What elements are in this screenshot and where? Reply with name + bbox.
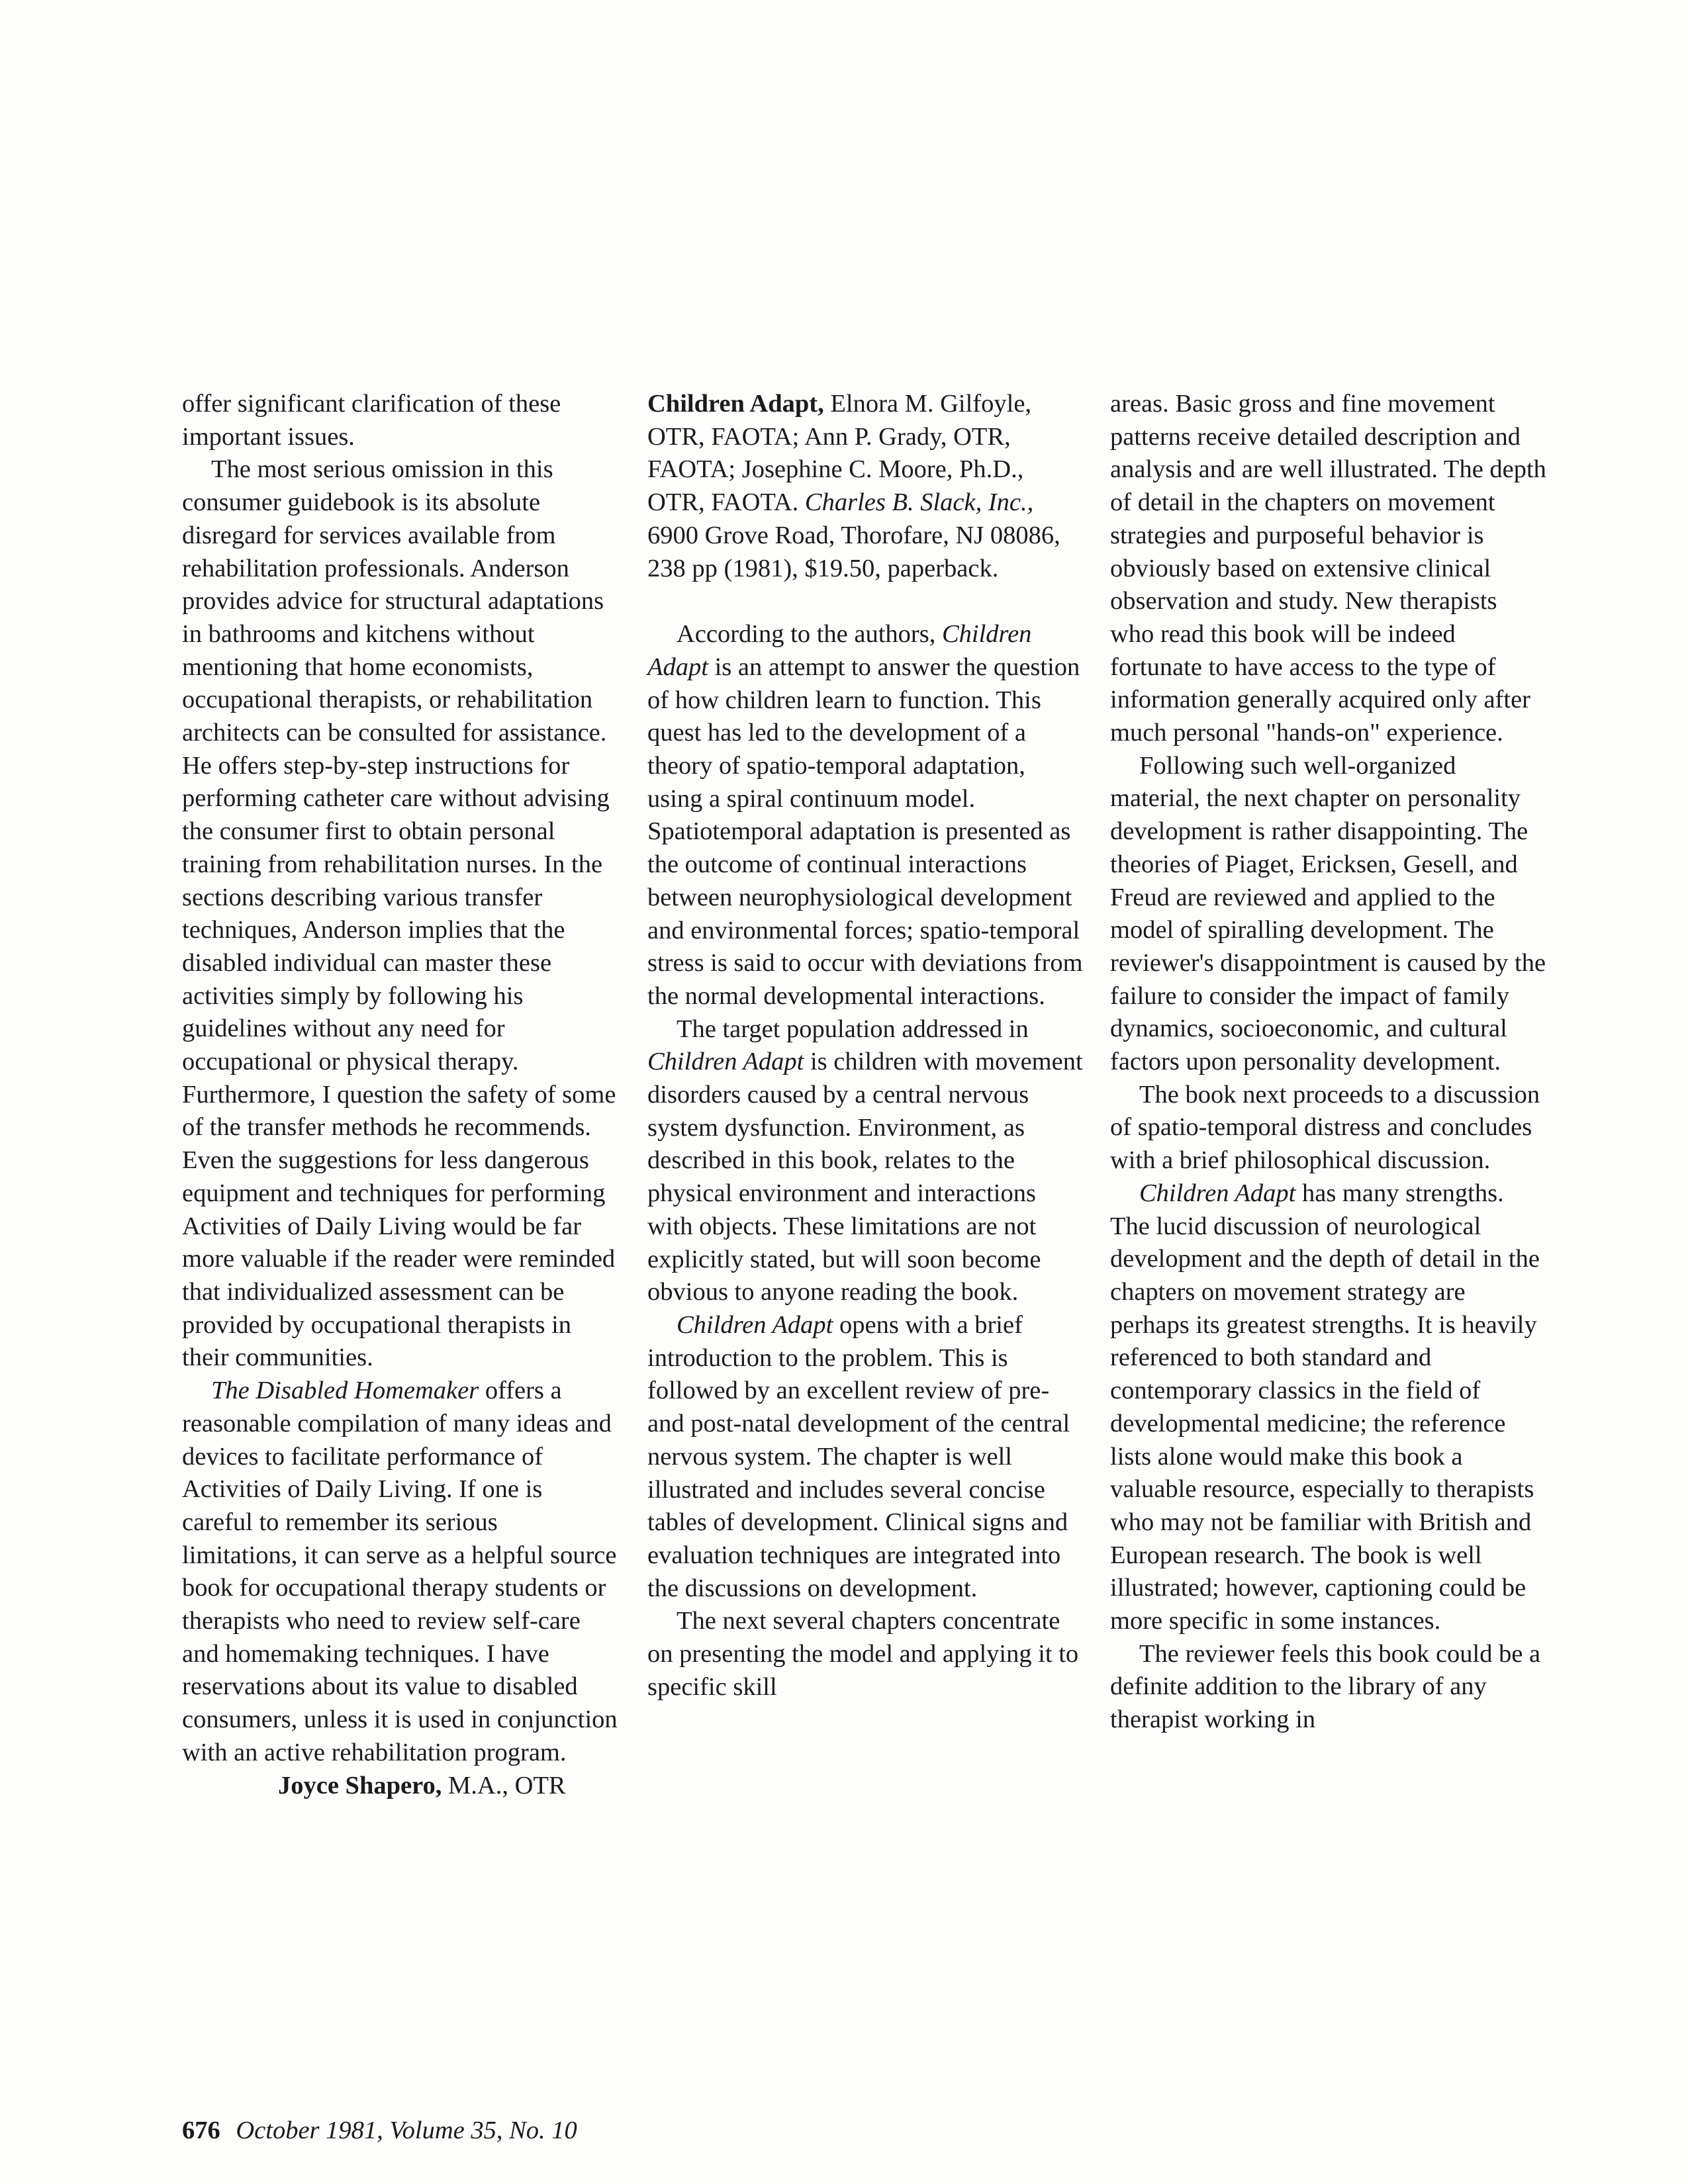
paragraph-text: is an attempt to answer the question of how children learn to function. This quest has led to the development of a theory of spatio-temporal adaptation, using a spiral continuum model. Spatiotemporal adaptation is presented as the outcome of continual interactions between neurophysiological development and environmental forces; spatio-temporal stress is said to occur with deviations from the normal developmental interactions.	[647, 653, 1083, 1010]
paragraph: The book next proceeds to a discussion of spatio-temporal distress and concludes with a brief philosophical discussion.	[1110, 1080, 1540, 1175]
paragraph: The most serious omission in this consumer guidebook is its absolute disregard for services available from rehabilitation professionals. Anderson provides advice for structural adaptations in bathrooms and kitchens without mentioning that home economists, occupational therapists, or rehabilitation architects can be consulted for assistance. He offers step-by-step instructions for performing catheter care without advising the consumer first to obtain personal training from rehabilitation nurses. In the sections describing various transfer techniques, Anderson implies that the disabled individual can master these activities simply by following his guidelines without any need for occupational or physical therapy. Furthermore, I question the safety of some of the transfer methods he recommends. Even the suggestions for less dangerous equipment and techniques for performing Activities of Daily Living would be far more valuable if the reader were reminded that individualized assessment can be provided by occupational therapists in their communities.	[182, 455, 616, 1372]
reviewer-signature	[182, 1770, 619, 1803]
book-title: Children Adapt,	[647, 390, 824, 418]
book-authors: Elnora M. Gilfoyle, OTR, FAOTA; Ann P. Grady, OTR, FAOTA; Josephine C. Moore, Ph.D., OTR, FAOTA.	[647, 390, 1032, 517]
paragraph	[647, 1013, 1084, 1309]
journal-info: October 1981, Volume 35, No. 10	[236, 2116, 577, 2144]
paragraph-text: According to the authors,	[677, 620, 942, 649]
paragraph-text: is children with movement disorders caused by a central nervous system dysfunction. Environment, as described in this book, relates to the physical environment and interactions with objects. These limitations are not explicitly stated, but will soon become obvious to anyone reading the book.	[647, 1048, 1083, 1306]
paragraph: The reviewer feels this book could be a definite addition to the library of any therapist working in	[1110, 1639, 1541, 1734]
paragraph-text: has many strengths. The lucid discussion of neurological development and the depth of detail in the chapters on movement strategy are perhaps its greatest strengths. It is heavily referenced to both standard and contemporary classics in the field of developmental medicine; the reference lists alone would make this book a valuable resource, especially to therapists who may not be familiar with British and European research. The book is well illustrated; however, captioning could be more specific in some instances.	[1110, 1179, 1540, 1635]
book-title-italic: Children Adapt	[677, 1310, 833, 1339]
publisher: Charles B. Slack, Inc.,	[804, 488, 1034, 517]
paragraph	[647, 618, 1084, 1013]
paragraph: offer significant clarification of these important issues.	[182, 390, 561, 451]
paragraph: areas. Basic gross and fine movement patterns receive detailed description and analysis and are well illustrated. The depth of detail in the chapters on movement strategies and purposeful behavior is obviously based on extensive clinical observation and study. New therapists who read this book will be indeed fortunate to have access to the type of information generally acquired only after much personal "hands-on" experience.	[1110, 390, 1546, 747]
paragraph-text: opens with a brief introduction to the problem. This is followed by an excellent review of pre- and post-natal development of the central nervous system. The chapter is well illustrated and includes several concise tables of development. Clinical signs and evaluation techniques are integrated into the discussions on development.	[647, 1310, 1070, 1602]
paragraph	[647, 1309, 1084, 1605]
paragraph-text: The target population addressed in	[677, 1015, 1029, 1043]
text-column-right	[1110, 388, 1547, 1737]
text-column-left	[182, 388, 619, 1802]
paragraph	[1110, 1177, 1547, 1638]
book-title-italic: Children Adapt	[1139, 1179, 1296, 1207]
paragraph-text: offers a reasonable compilation of many ideas and devices to facilitate performance of Activities of Daily Living. If one is careful to remember its serious limitations, it can serve as a helpful source book for occupational therapy students or therapists who need to review self-care and homemaking techniques. I have reservations about its value to disabled consumers, unless it is used in conjunction with an active rehabilitation program.	[182, 1377, 618, 1766]
reviewer-name: Joyce Shapero,	[278, 1771, 442, 1799]
publication-details: 6900 Grove Road, Thorofare, NJ 08086, 238 pp (1981), $19.50, paperback.	[647, 521, 1060, 582]
book-citation	[647, 388, 1084, 585]
paragraph: Following such well-organized material, the next chapter on personality development is rather disappointing. The theories of Piaget, Ericksen, Gesell, and Freud are reviewed and applied to the model of spiralling development. The reviewer's disappointment is caused by the failure to consider the impact of family dynamics, socioeconomic, and cultural factors upon personality development.	[1110, 751, 1546, 1076]
book-title-italic: The Disabled Homemaker	[211, 1377, 479, 1405]
text-column-middle	[647, 388, 1084, 1704]
page-number: 676	[182, 2116, 220, 2144]
book-title-italic: Children Adapt	[647, 620, 1032, 681]
reviewer-credentials: M.A., OTR	[442, 1771, 566, 1799]
book-title-italic: Children Adapt	[647, 1048, 804, 1076]
page-footer	[182, 2114, 577, 2147]
paragraph: The next several chapters concentrate on presenting the model and applying it to specific skill	[647, 1607, 1079, 1701]
paragraph	[182, 1375, 619, 1769]
